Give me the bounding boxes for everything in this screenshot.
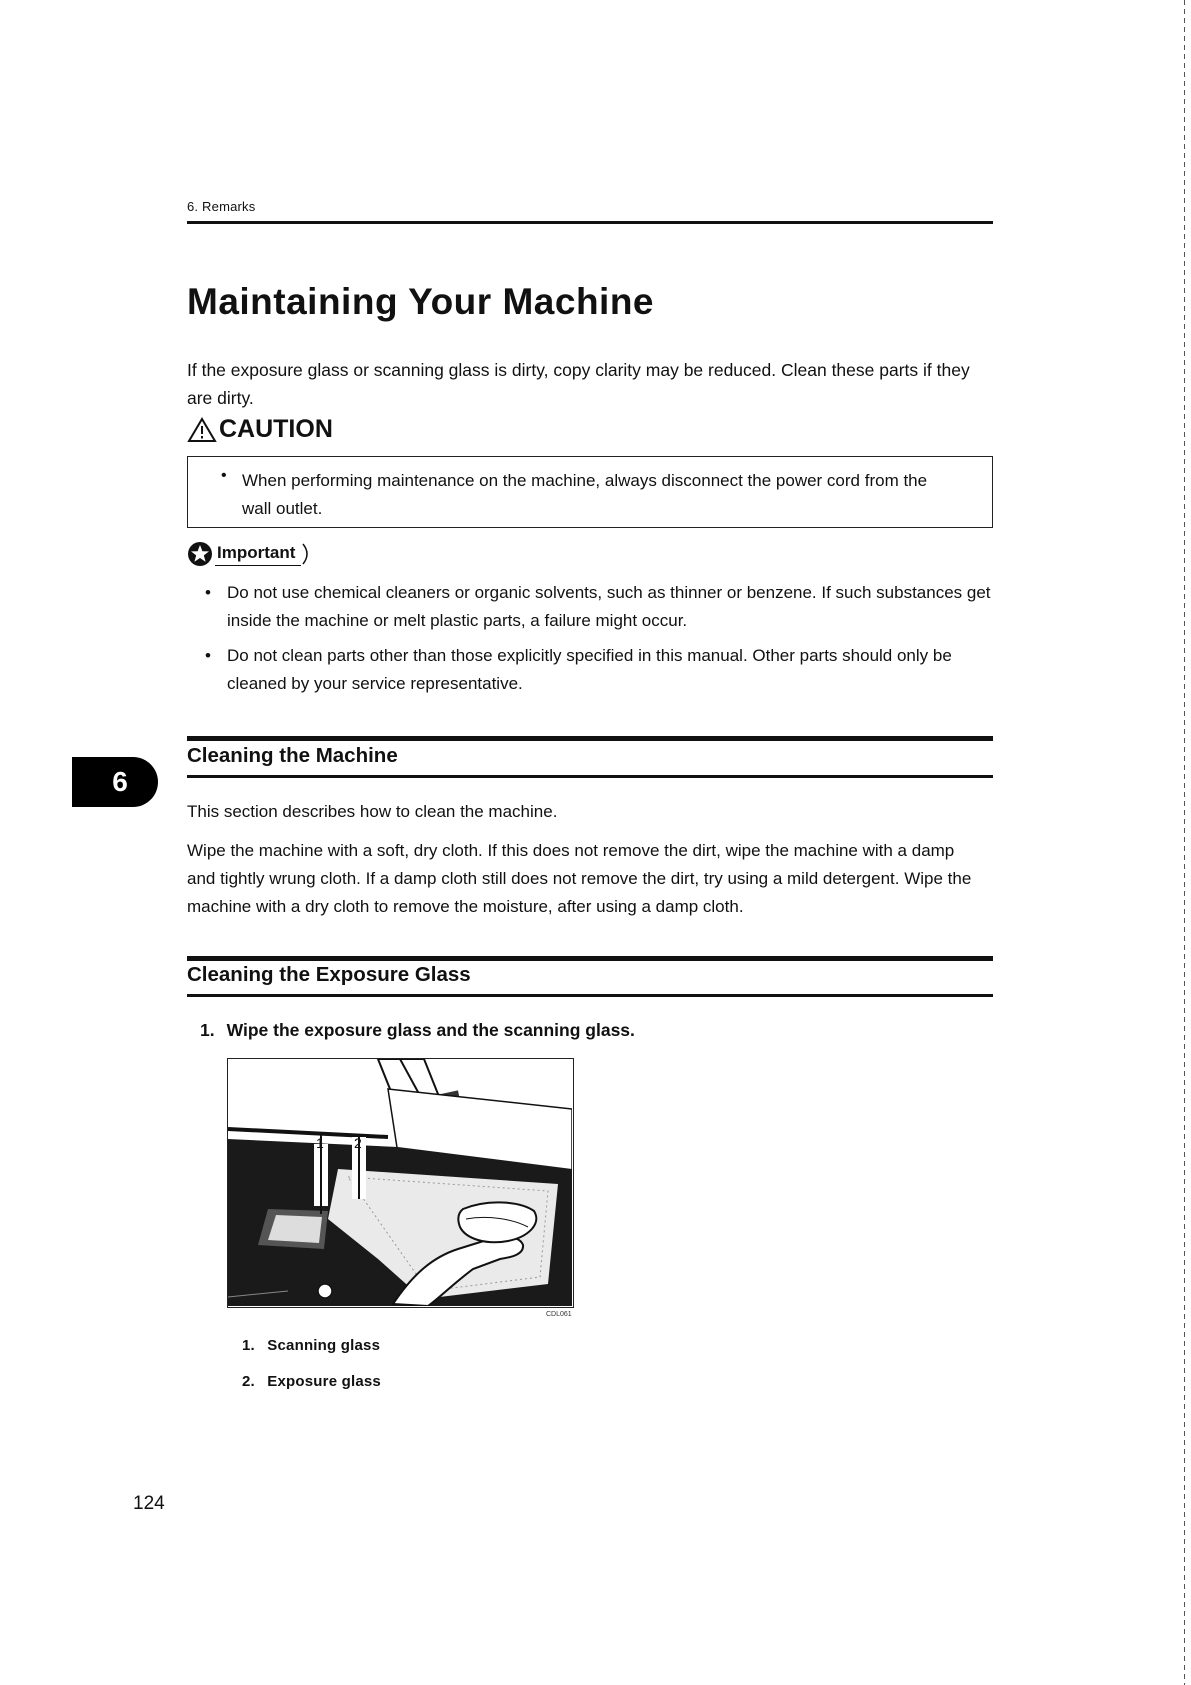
section-heading-cleaning-machine: Cleaning the Machine [187,744,398,767]
section-bottom-rule [187,775,993,778]
section-heading-cleaning-glass: Cleaning the Exposure Glass [187,963,471,986]
section-bottom-rule [187,994,993,997]
header-rule [187,221,993,224]
page-number: 124 [133,1493,165,1514]
figure-code: CDL061 [546,1311,572,1318]
section-paragraph: Wipe the machine with a soft, dry cloth. If this does not remove the dirt, wipe the machine with a damp and tightly wrung cloth. If a damp cloth still does not remove the dirt, try using a mild detergent. Wipe the machine with a dry cloth to remove the moisture, after using a damp cloth. [187,841,972,916]
legend-text: Scanning glass [267,1337,381,1354]
page-title: Maintaining Your Machine [187,281,655,322]
legend-item-1 [242,1337,380,1354]
important-bracket-icon [301,541,313,567]
exposure-glass-illustration [227,1058,574,1308]
chapter-header-label: 6. Remarks [187,199,256,214]
important-badge [187,541,313,567]
warning-triangle-icon [187,417,217,443]
important-star-icon [187,541,213,567]
section-paragraph: This section describes how to clean the machine. [187,802,558,821]
important-item: • Do not use chemical cleaners or organic solvents, such as thinner or benzene. If such substances get inside the machine or melt plastic parts, a failure might occur. [205,579,995,635]
important-item: • Do not clean parts other than those explicitly specified in this manual. Other parts should only be cleaned by your service representative. [205,642,995,698]
caution-item: When performing maintenance on the machine, always disconnect the power cord from the wall outlet. [242,471,928,518]
step-number: 1. [200,1020,215,1040]
figure-callout-2: 2 [354,1135,362,1151]
caution-box [187,456,993,528]
figure-callout-1: 1 [316,1135,324,1151]
legend-text: Exposure glass [267,1373,381,1390]
section-top-rule [187,736,993,741]
illustration-drawing [228,1059,572,1306]
legend-number: 2. [242,1373,255,1390]
step-text: Wipe the exposure glass and the scanning glass. [226,1020,635,1040]
legend-item-2 [242,1373,381,1390]
caution-heading [187,415,333,444]
section-top-rule [187,956,993,961]
important-list [205,579,995,705]
scan-edge-line [1184,0,1185,1685]
caution-label: CAUTION [219,415,333,443]
intro-paragraph: If the exposure glass or scanning glass is dirty, copy clarity may be reduced. Clean these parts if they are dirty. [187,360,970,408]
step-1 [200,1020,635,1041]
important-label: Important [215,543,301,566]
caution-bullet: • [221,467,227,484]
legend-number: 1. [242,1337,255,1354]
chapter-tab: 6 [72,757,158,807]
